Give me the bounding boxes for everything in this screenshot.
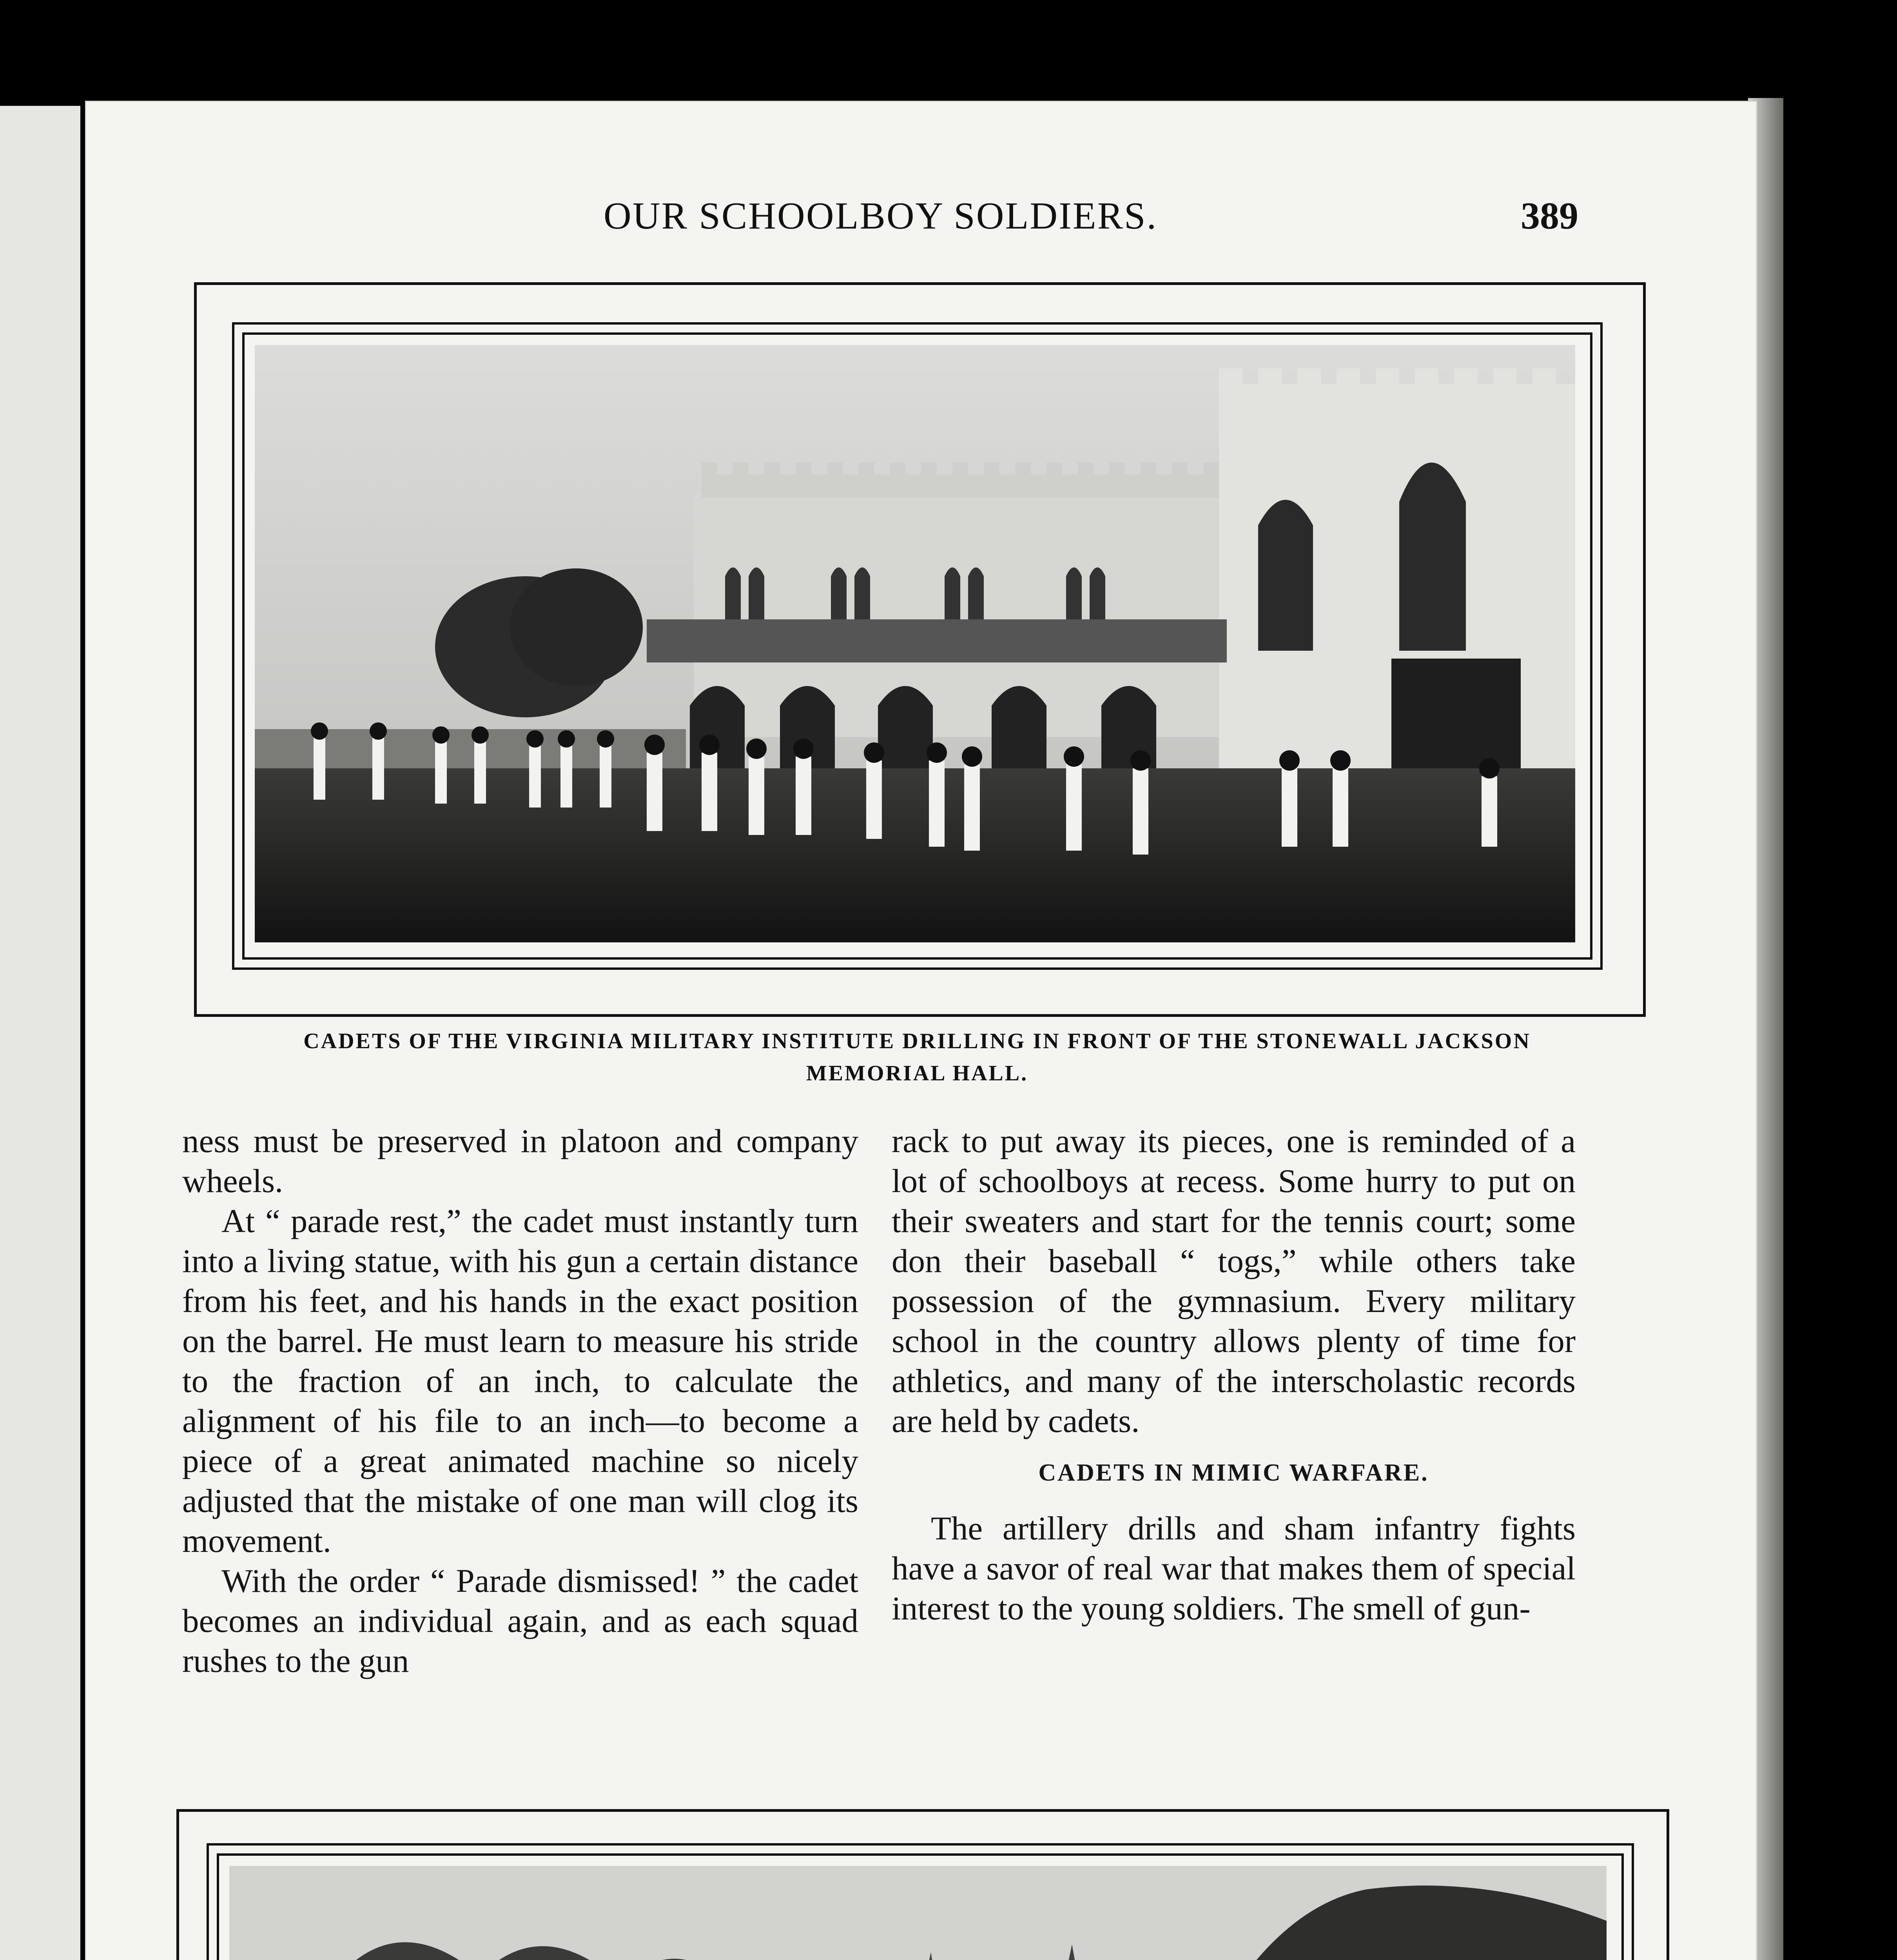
section-subhead: CADETS IN MIMIC WARFARE. xyxy=(1038,1459,1429,1486)
left-paragraph-2: At “ parade rest,” the cadet must instantly turn into a living statue, with his gun a certain distance from his feet, and his hands in the exact position on the barrel. He must learn to measure his stride to the fraction of an inch, to calculate the alignment of his file to an inch—to become a piece of a great animated machine so nicely adjusted that the mistake of one man will clog its movement. xyxy=(182,1203,858,1559)
magazine-page xyxy=(86,102,1756,1960)
top-photo-caption xyxy=(188,1025,1646,1089)
vmi-cadets-drilling-photo xyxy=(255,345,1575,942)
running-head xyxy=(86,194,1756,241)
culver-horse-troop-photo xyxy=(229,1866,1607,1960)
top-caption-line1: CADETS OF THE VIRGINIA MILITARY INSTITUTE DRILLING IN FRONT OF THE STONEWALL JACKSON xyxy=(303,1029,1531,1053)
right-paragraph-2: The artillery drills and sham infantry fights have a savor of real war that makes them of special interest to the young soldiers. The smell of gun- xyxy=(892,1510,1576,1627)
top-caption-line2: MEMORIAL HALL. xyxy=(806,1061,1028,1085)
left-paragraph-1: ness must be preserved in platoon and company wheels. xyxy=(182,1123,858,1200)
left-page-edge xyxy=(0,106,80,1960)
right-paragraph-1: rack to put away its pieces, one is reminded of a lot of schoolboys at recess. Some hurry to put on their sweaters and start for the tennis court; some don their baseball “ togs,” while others take possession of the gymnasium. Every military school in the country allows plenty of time for athletics, and many of the interscholastic records are held by cadets. xyxy=(892,1123,1576,1439)
page-number: 389 xyxy=(1521,195,1578,237)
running-title: OUR SCHOOLBOY SOLDIERS. xyxy=(604,195,1158,237)
left-text-column xyxy=(182,1121,858,1681)
right-text-column xyxy=(892,1121,1576,1628)
bottom-photo-frame xyxy=(176,1809,1669,1960)
top-photo-frame xyxy=(194,282,1646,1017)
left-paragraph-3: With the order “ Parade dismissed! ” the cadet becomes an individual again, and as each squad rushes to the gun xyxy=(182,1563,858,1679)
